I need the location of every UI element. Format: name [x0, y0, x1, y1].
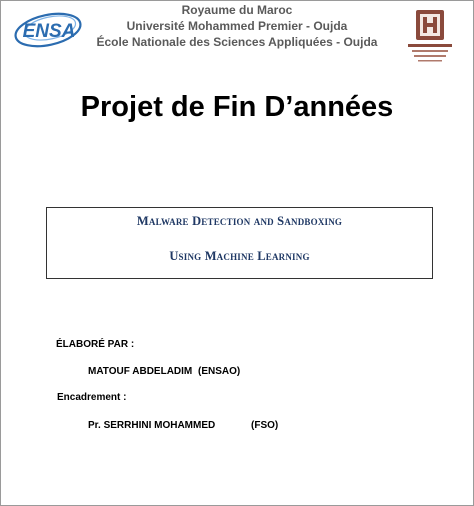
institution-header: [90, 2, 384, 50]
university-crest-icon: [402, 6, 458, 64]
header-country: Royaume du Maroc: [181, 3, 293, 17]
ensa-logo-icon: [12, 6, 86, 50]
project-title-line1: Malware Detection and Sandboxing: [136, 214, 343, 228]
student-name: MATOUF ABDELADIM: [88, 366, 193, 377]
project-title-line2: Using Machine Learning: [169, 249, 310, 263]
supervision-label: Encadrement :: [57, 392, 127, 403]
header-university: Université Mohammed Premier - Oujda: [126, 19, 348, 33]
ensa-logo-text: ENSA: [22, 21, 76, 42]
project-title-box: [46, 207, 433, 279]
student-school: (ENSAO): [198, 366, 241, 377]
prepared-by-label: ÉLABORÉ PAR :: [56, 339, 135, 350]
supervisor-school: (FSO): [251, 420, 279, 431]
header-school: École Nationale des Sciences Appliquées - Oujda: [96, 35, 378, 49]
document-title: Projet de Fin D’années: [80, 91, 394, 123]
supervisor-name: Pr. SERRHINI MOHAMMED: [88, 420, 216, 431]
